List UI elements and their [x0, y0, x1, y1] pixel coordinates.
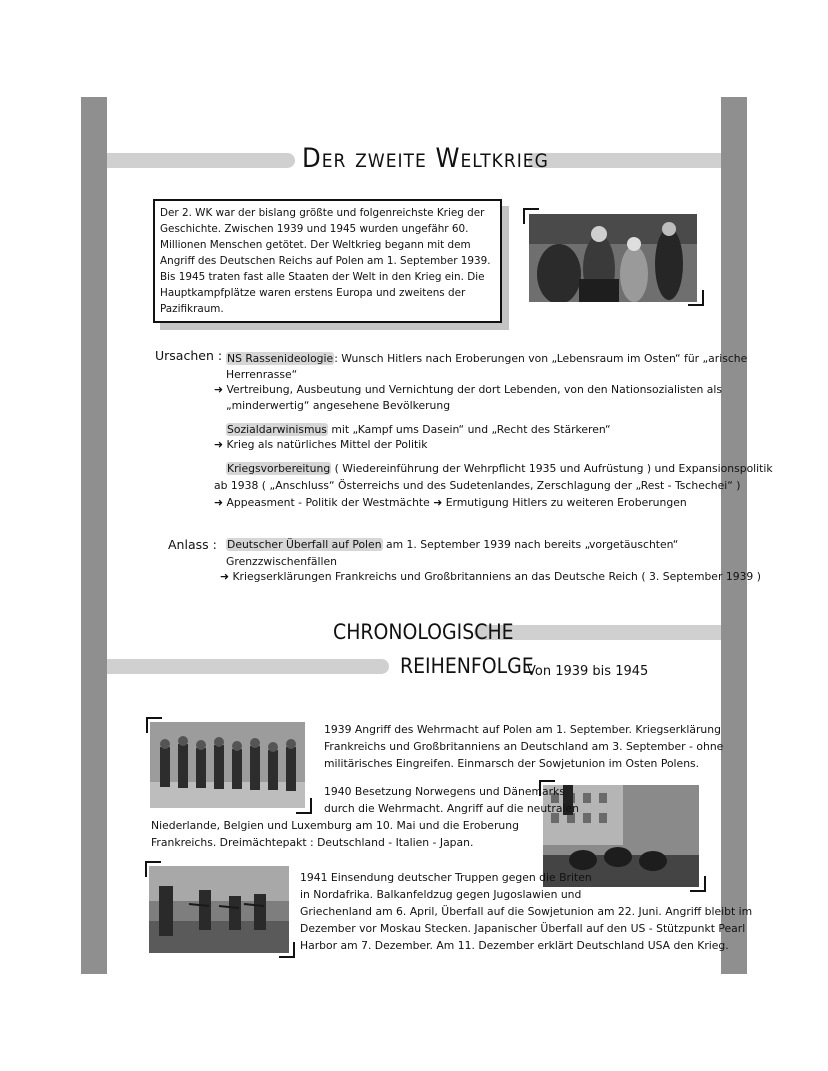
y1941-line3: Griechenland am 6. April, Überfall auf die Sowjetunion am 22. Juni. Angriff bleibt im: [300, 905, 753, 918]
ns-arrow2: „minderwertig“ angesehene Bevölkerung: [226, 399, 451, 412]
y1940-line1: 1940 Besetzung Norwegens und Dänemarks: [324, 785, 565, 798]
sd-term: Sozialdarwinismus: [227, 423, 327, 436]
title-bar-left: [107, 153, 295, 168]
anlass-line2: Grenzzwischenfällen: [226, 555, 338, 568]
y1940-line2: durch die Wehrmacht. Angriff auf die neutralen: [324, 802, 579, 815]
photo-corner: [688, 290, 704, 306]
ns-term: NS Rassenideologie: [227, 352, 334, 365]
anlass-label: Anlass :: [168, 537, 217, 552]
photo-corner: [146, 717, 162, 733]
y1941-line1: 1941 Einsendung deutscher Truppen gegen die Briten: [300, 871, 592, 884]
ns-arrow1: ➜ Vertreibung, Ausbeutung und Vernichtung der dort Lebenden, von den Nationsozialisten als: [214, 383, 722, 396]
right-margin-bar: [721, 97, 747, 974]
photo-corner: [296, 798, 312, 814]
y1941-line5: Harbor am 7. Dezember. Am 11. Dezember erklärt Deutschland USA den Krieg.: [300, 939, 729, 952]
wehrmacht-march-photo: [150, 722, 305, 808]
anlass-term: Deutscher Überfall auf Polen: [227, 538, 382, 551]
y1941-line2: in Nordafrika. Balkanfeldzug gegen Jugoslawien und: [300, 888, 582, 901]
kv-line2: ab 1938 ( „Anschluss“ Österreichs und des Sudetenlandes, Zerschlagung der „Rest - Tschechei“ ): [214, 479, 741, 492]
sd-arrow: ➜ Krieg als natürliches Mittel der Politik: [214, 438, 428, 451]
left-margin-bar: [81, 97, 107, 974]
chrono-bar-left: [107, 659, 389, 674]
y1941-line4: Dezember vor Moskau Stecken. Japanischer Überfall auf den US - Stützpunkt Pearl: [300, 922, 746, 935]
anlass-line1: Deutscher Überfall auf Polen am 1. September 1939 nach bereits „vorgetäuschten“: [227, 538, 679, 551]
y1939-line2: Frankreichs und Großbritanniens an Deutschland am 3. September - ohne: [324, 740, 724, 753]
photo-corner: [145, 861, 161, 877]
y1939-line3: militärisches Eingreifen. Einmarsch der Sowjetunion im Osten Polens.: [324, 757, 700, 770]
execution-photo: [149, 866, 289, 953]
kv-arrow: ➜ Appeasment - Politik der Westmächte ➜ Ermutigung Hitlers zu weiteren Eroberungen: [214, 496, 687, 509]
ghetto-photo: [529, 214, 697, 302]
chrono-title-2: REIHENFOLGE: [400, 654, 534, 678]
photo-corner: [523, 208, 539, 224]
photo-corner: [279, 942, 295, 958]
ns-line2: Herrenrasse“: [226, 368, 298, 381]
intro-box: [153, 199, 502, 323]
y1940-line4: Frankreichs. Dreimächtepakt : Deutschland - Italien - Japan.: [151, 836, 474, 849]
sd-line: Sozialdarwinismus mit „Kampf ums Dasein“ und „Recht des Stärkeren“: [227, 423, 611, 436]
kv-line1: Kriegsvorbereitung ( Wiedereinführung der Wehrpflicht 1935 und Aufrüstung ) und Expansionspolitik: [227, 462, 773, 475]
chrono-subtitle: Von 1939 bis 1945: [527, 664, 649, 679]
ursachen-label: Ursachen :: [155, 348, 223, 363]
title-bar-right: [528, 153, 721, 168]
ns-line1: NS Rassenideologie: Wunsch Hitlers nach Eroberungen von „Lebensraum im Osten“ für „arische: [227, 352, 748, 365]
y1940-line3: Niederlande, Belgien und Luxemburg am 10. Mai und die Eroberung: [151, 819, 519, 832]
photo-corner: [690, 876, 706, 892]
intro-text: Der 2. WK war der bislang größte und folgenreichste Krieg der Geschichte. Zwischen 1939 und 1945 wurden ungefähr 60. Millionen Menschen getötet. Der Weltkrieg begann mit dem Angriff des Deutschen Reichs auf Polen am 1. September 1939. Bis 1945 traten fast alle Staaten der Welt in den Krieg ein. Die Hauptkampfplätze waren erstens Europa und zweitens der Pazifikraum.: [160, 207, 491, 315]
y1939-line1: 1939 Angriff des Wehrmacht auf Polen am 1. September. Kriegserklärung: [324, 723, 721, 736]
anlass-arrow: ➜ Kriegserklärungen Frankreichs und Großbritanniens an das Deutsche Reich ( 3. September 1939 ): [220, 570, 761, 583]
chrono-title-1: CHRONOLOGISCHE: [333, 620, 514, 644]
page-title: Der zweite Weltkrieg: [302, 143, 549, 174]
kv-term: Kriegsvorbereitung: [227, 462, 331, 475]
